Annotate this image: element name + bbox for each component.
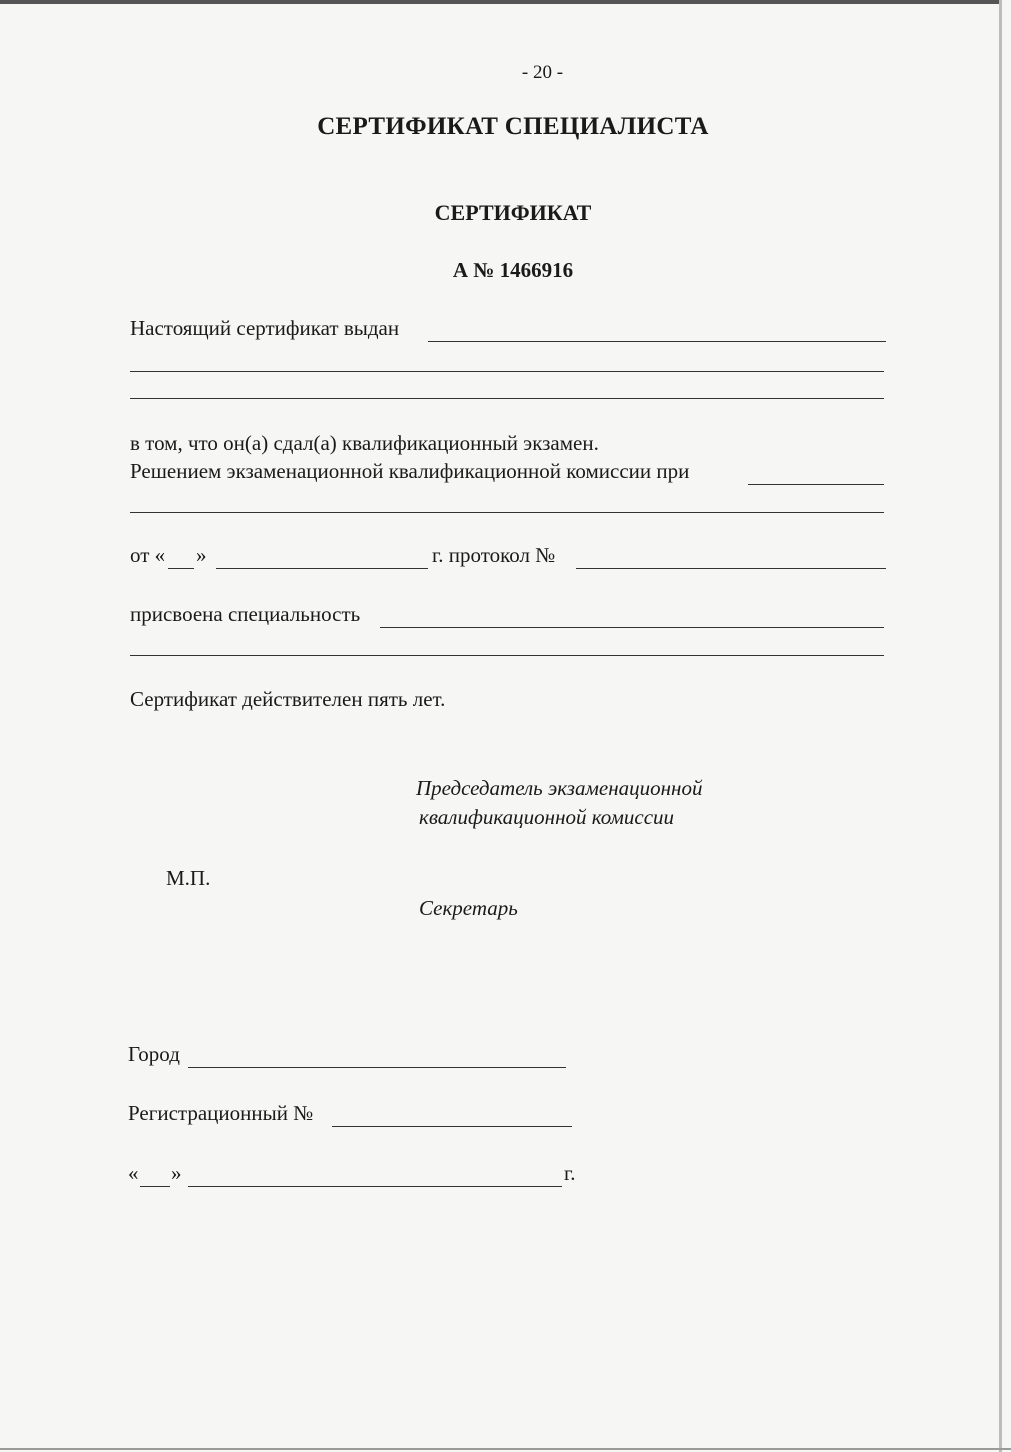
footer-day-blank[interactable] xyxy=(140,1186,170,1187)
from-date-close-quote: » xyxy=(196,543,207,567)
city-blank[interactable] xyxy=(188,1067,566,1068)
issued-to-blank-line-2[interactable] xyxy=(130,371,884,372)
footer-year-suffix: г. xyxy=(564,1161,576,1185)
commission-blank-line-2[interactable] xyxy=(130,512,884,513)
footer-date-open-quote: « xyxy=(128,1161,139,1185)
specialty-blank-line-2[interactable] xyxy=(130,655,884,656)
issued-to-blank-line-1[interactable] xyxy=(428,341,886,342)
scan-top-border xyxy=(0,0,1000,4)
from-month-blank[interactable] xyxy=(216,568,428,569)
issued-to-label: Настоящий сертификат выдан xyxy=(130,316,400,340)
scan-bottom-border xyxy=(0,1448,1011,1450)
secretary-title: Секретарь xyxy=(419,896,518,920)
issued-to-blank-line-3[interactable] xyxy=(130,398,884,399)
chairman-title-line-2: квалификационной комиссии xyxy=(419,805,675,829)
year-protocol-label: г. протокол № xyxy=(432,543,556,567)
certificate-heading: СЕРТИФИКАТ xyxy=(434,200,592,225)
from-date-open-label: от « xyxy=(130,543,166,567)
specialty-blank-line-1[interactable] xyxy=(380,627,884,628)
commission-decision-text: Решением экзаменационной квалификационной комиссии при xyxy=(130,459,690,483)
chairman-title-line-1: Председатель экзаменационной xyxy=(416,776,703,800)
specialty-label: присвоена специальность xyxy=(130,602,361,626)
validity-text: Сертификат действителен пять лет. xyxy=(130,687,446,711)
certificate-serial-number: А № 1466916 xyxy=(452,258,574,282)
protocol-number-blank[interactable] xyxy=(576,568,886,569)
from-day-blank[interactable] xyxy=(168,568,194,569)
footer-month-year-blank[interactable] xyxy=(188,1186,562,1187)
seal-placeholder: М.П. xyxy=(166,866,211,890)
city-label: Город xyxy=(128,1042,180,1066)
registration-number-blank[interactable] xyxy=(332,1126,572,1127)
registration-number-label: Регистрационный № xyxy=(128,1101,314,1125)
commission-blank-line-1[interactable] xyxy=(748,484,884,485)
exam-passed-text: в том, что он(а) сдал(а) квалификационный экзамен. xyxy=(130,431,599,455)
document-title: СЕРТИФИКАТ СПЕЦИАЛИСТА xyxy=(317,113,709,140)
footer-date-close-quote: » xyxy=(171,1161,182,1185)
page-number: - 20 - xyxy=(521,62,564,83)
